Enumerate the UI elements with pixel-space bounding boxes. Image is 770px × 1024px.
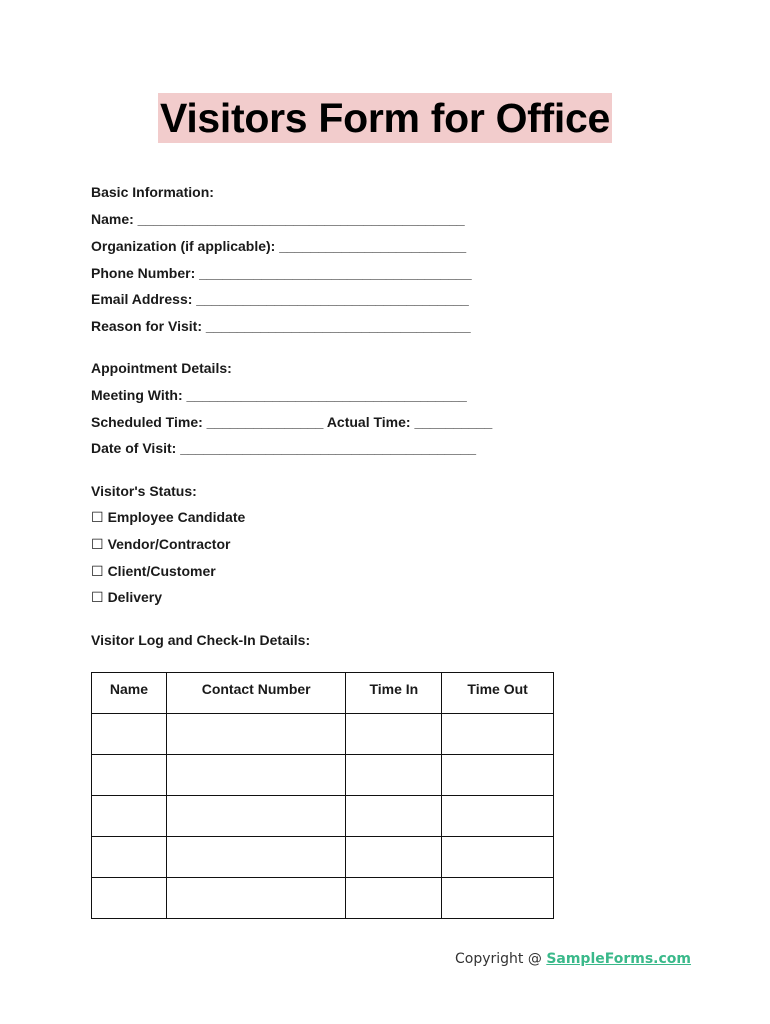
status-option-label: Employee Candidate	[107, 509, 246, 525]
phone-field[interactable]: Phone Number: ___________________________________	[91, 265, 472, 281]
status-option-employee-candidate[interactable]	[91, 508, 245, 527]
table-cell[interactable]	[346, 878, 442, 919]
table-cell[interactable]	[166, 878, 346, 919]
status-option-label: Vendor/Contractor	[107, 536, 231, 552]
name-field[interactable]: Name: __________________________________________	[91, 211, 465, 227]
table-row	[92, 878, 554, 919]
sampleforms-link[interactable]: SampleForms.com	[546, 951, 692, 967]
table-row	[92, 837, 554, 878]
meeting-with-field[interactable]: Meeting With: ____________________________________	[91, 387, 467, 403]
table-cell[interactable]	[346, 796, 442, 837]
copyright-footer	[455, 951, 691, 967]
table-cell[interactable]	[442, 714, 554, 755]
column-header-name: Name	[92, 673, 167, 714]
table-cell[interactable]	[166, 796, 346, 837]
table-cell[interactable]	[166, 755, 346, 796]
status-option-label: Delivery	[107, 589, 163, 605]
title-container	[0, 93, 770, 143]
table-cell[interactable]	[92, 878, 167, 919]
table-cell[interactable]	[346, 837, 442, 878]
table-header-row	[92, 673, 554, 714]
table-cell[interactable]	[92, 755, 167, 796]
checkbox-icon[interactable]: ☐	[91, 590, 104, 606]
table-cell[interactable]	[442, 796, 554, 837]
checkbox-icon[interactable]: ☐	[91, 564, 104, 580]
status-option-vendor-contractor[interactable]	[91, 535, 230, 554]
table-cell[interactable]	[442, 878, 554, 919]
email-field[interactable]: Email Address: ___________________________________	[91, 291, 469, 307]
table-cell[interactable]	[92, 837, 167, 878]
basic-info-heading: Basic Information:	[91, 184, 214, 200]
table-cell[interactable]	[166, 837, 346, 878]
status-option-delivery[interactable]	[91, 588, 162, 607]
table-cell[interactable]	[442, 755, 554, 796]
column-header-time-out: Time Out	[442, 673, 554, 714]
table-cell[interactable]	[166, 714, 346, 755]
column-header-contact-number: Contact Number	[166, 673, 346, 714]
visitor-log-table	[91, 672, 554, 919]
column-header-time-in: Time In	[346, 673, 442, 714]
page-title: Visitors Form for Office	[160, 95, 610, 141]
visitor-log-heading: Visitor Log and Check-In Details:	[91, 632, 311, 648]
status-option-label: Client/Customer	[107, 563, 216, 579]
date-of-visit-field[interactable]: Date of Visit: ______________________________________	[91, 440, 477, 456]
reason-field[interactable]: Reason for Visit: __________________________________	[91, 318, 471, 334]
visitor-status-heading: Visitor's Status:	[91, 483, 197, 499]
table-cell[interactable]	[346, 714, 442, 755]
checkbox-icon[interactable]: ☐	[91, 510, 104, 526]
table-row	[92, 714, 554, 755]
table-cell[interactable]	[92, 714, 167, 755]
table-cell[interactable]	[92, 796, 167, 837]
appointment-heading: Appointment Details:	[91, 360, 232, 376]
table-row	[92, 755, 554, 796]
table-row	[92, 796, 554, 837]
checkbox-icon[interactable]: ☐	[91, 537, 104, 553]
organization-field[interactable]: Organization (if applicable): ________________________	[91, 238, 467, 254]
copyright-text: Copyright @	[455, 951, 547, 967]
time-fields[interactable]: Scheduled Time: _______________ Actual Time: __________	[91, 414, 493, 430]
table-cell[interactable]	[442, 837, 554, 878]
table-cell[interactable]	[346, 755, 442, 796]
status-option-client-customer[interactable]	[91, 562, 216, 581]
